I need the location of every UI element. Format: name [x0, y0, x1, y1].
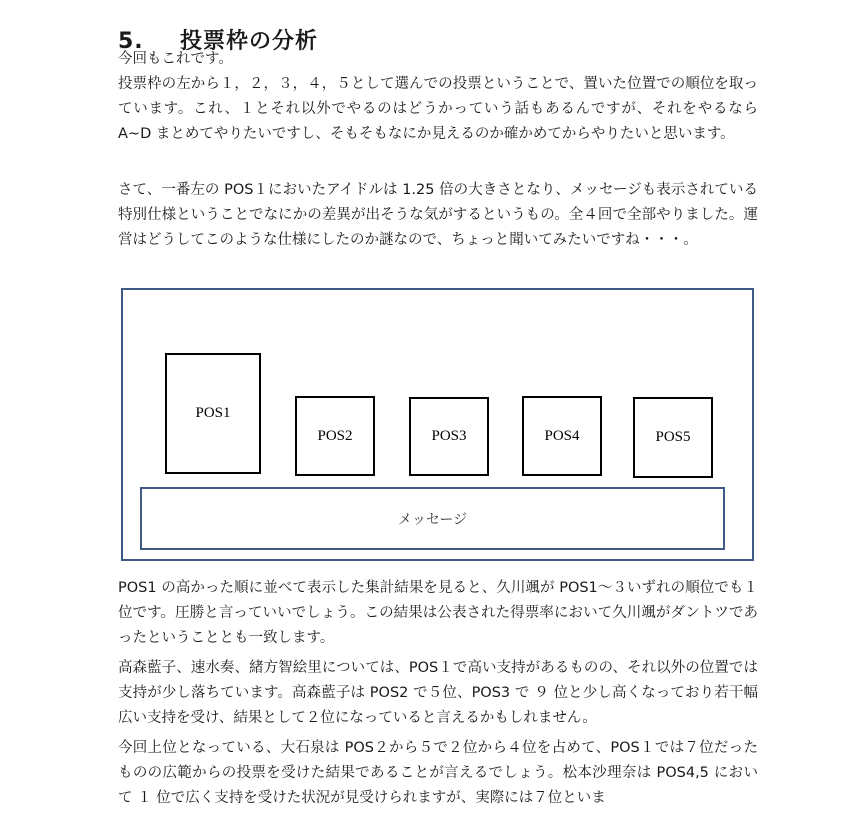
section-title: 投票枠の分析 [180, 29, 319, 55]
paragraph-result-3: 今回上位となっている、大石泉は POS２から５で２位から４位を占めて、POS１では７位だったものの広範からの投票を受けた結果であることが言えるでしょう。松本沙理奈は POS4,5 において １ 位で広く支持を受けた状況が見受けられますが、実際には７位といま [118, 740, 758, 806]
paragraph-intro-long: 投票枠の左から１，２，３，４，５として選んでの投票ということで、置いた位置での順位を取っています。これ、１とそれ以外でやるのはどうかっていう話もあるんですが、それをやるなら A~D まとめてやりたいですし、そもそもなにか見えるのか確かめてからやりたいと思います。 [118, 76, 758, 142]
pos4-box [522, 396, 602, 476]
pos2-label: POS2 [317, 427, 353, 444]
pos1-label: POS1 [195, 405, 231, 421]
pos2-box [295, 396, 375, 476]
paragraph-result-2: 高森藍子、速水奏、緒方智絵里については、POS１で高い支持があるものの、それ以外の位置では支持が少し落ちています。高森藍子は POS2 で５位、POS3 で ９ 位と少し高くなっており若干幅広い支持を受け、結果として２位になっていると言えるかもしれません。 [118, 660, 758, 726]
pos3-label: POS3 [431, 428, 467, 444]
message-box [140, 487, 725, 550]
paragraph-pos1-explain: さて、一番左の POS１においたアイドルは 1.25 倍の大きさとなり、メッセージも表示されている特別仕様ということでなにかの差異が出そうな気がするというもの。全４回で全部やりました。運営はどうしてこのような仕様にしたのか謎なので、ちょっと聞いてみたいですね・・・。 [118, 182, 758, 248]
pos5-box [633, 397, 713, 478]
pos1-box [165, 353, 261, 474]
paragraph-result-1: POS1 の高かった順に並べて表示した集計結果を見ると、久川颯が POS1～３いずれの順位でも１位です。圧勝と言っていいでしょう。この結果は公表された得票率において久川颯がダントツであったということとも一致します。 [118, 580, 758, 646]
pos3-box [409, 397, 489, 476]
paragraph-intro-short: 今回もこれです。 [118, 51, 233, 67]
message-label: メッセージ [397, 512, 468, 528]
section-number: 5. [118, 29, 144, 55]
pos5-label: POS5 [655, 429, 691, 445]
pos4-label: POS4 [544, 427, 580, 444]
vote-frame-diagram [121, 288, 754, 561]
